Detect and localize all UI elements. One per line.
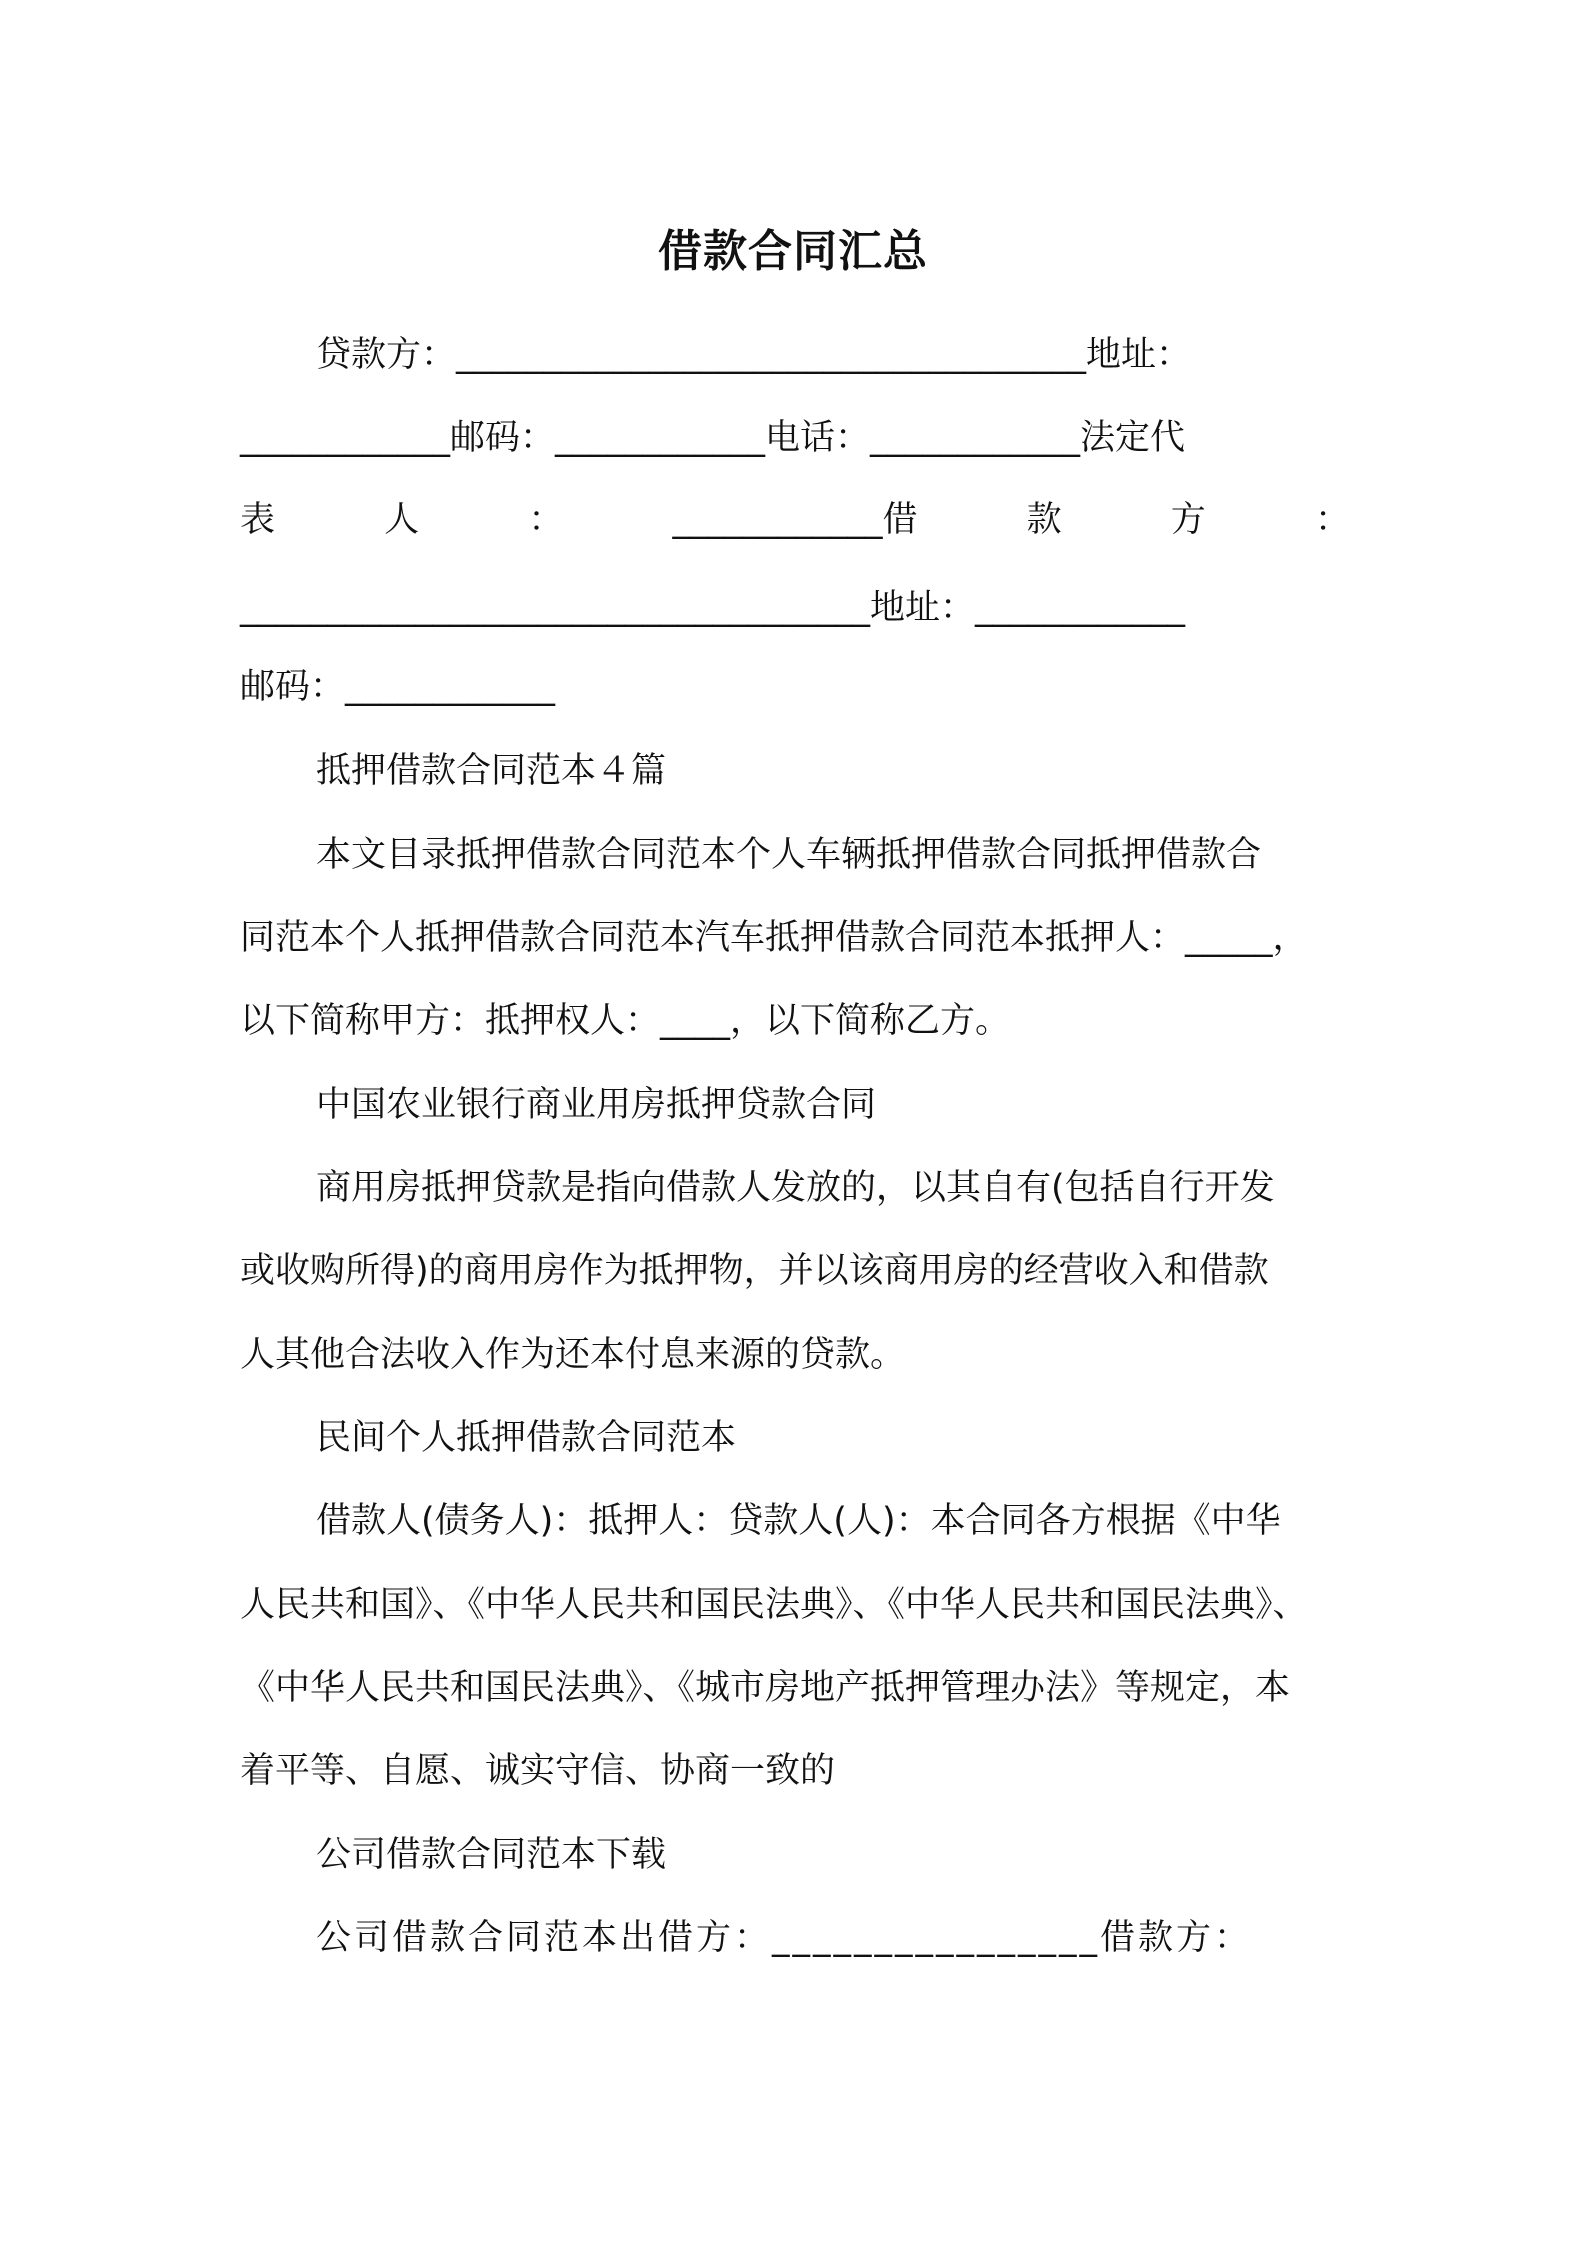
spread-token: 方 xyxy=(1170,500,1206,540)
paragraph-line: 商用房抵押贷款是指向借款人发放的，以其自有(包括自行开发 xyxy=(316,1168,1275,1208)
spread-line xyxy=(240,495,1350,545)
section-heading: 中国农业银行商业用房抵押贷款合同 xyxy=(316,1085,877,1125)
spread-token: 人 xyxy=(384,500,420,540)
paragraph-line: 本文目录抵押借款合同范本个人车辆抵押借款合同抵押借款合 xyxy=(316,835,1262,875)
section-heading: 公司借款合同范本下载 xyxy=(316,1835,667,1875)
paragraph-line: 同范本个人抵押借款合同范本汽车抵押借款合同范本抵押人：_____， xyxy=(240,918,1308,958)
section-heading: 民间个人抵押借款合同范本 xyxy=(316,1418,737,1458)
spread-token: 表 xyxy=(240,500,276,540)
document-title: 借款合同汇总 xyxy=(658,226,928,277)
paragraph-line: 着平等、自愿、诚实守信、协商一致的 xyxy=(240,1751,836,1791)
paragraph-line: 人其他合法收入作为还本付息来源的贷款。 xyxy=(240,1335,906,1375)
paragraph-line: 人民共和国》、《中华人民共和国民法典》、《中华人民共和国民法典》、 xyxy=(240,1585,1308,1625)
paragraph-line: 或收购所得)的商用房作为抵押物，并以该商用房的经营收入和借款 xyxy=(240,1251,1269,1291)
paragraph-line: 《中华人民共和国民法典》、《城市房地产抵押管理办法》等规定，本 xyxy=(240,1668,1291,1708)
section-heading: 抵押借款合同范本４篇 xyxy=(316,751,667,791)
paragraph-line: 邮码：____________ xyxy=(240,667,556,707)
spread-token: ： xyxy=(1314,500,1350,540)
spread-token: 款 xyxy=(1026,500,1062,540)
paragraph-line: ____________邮码：____________电话：____________法定代 xyxy=(240,418,1186,458)
spread-token: ： xyxy=(528,500,564,540)
paragraph-line: ____________________________________地址：____________ xyxy=(240,588,1186,628)
paragraph-line: 公司借款合同范本出借方：________________借款方： xyxy=(316,1918,1253,1958)
paragraph-line: 借款人(债务人)：抵押人：贷款人(人)：本合同各方根据《中华 xyxy=(316,1501,1281,1541)
paragraph-line: 以下简称甲方：抵押权人：____，以下简称乙方。 xyxy=(240,1001,1011,1041)
paragraph-line: 贷款方：____________________________________地址： xyxy=(316,335,1192,375)
spread-token: ____________借 xyxy=(672,500,918,540)
